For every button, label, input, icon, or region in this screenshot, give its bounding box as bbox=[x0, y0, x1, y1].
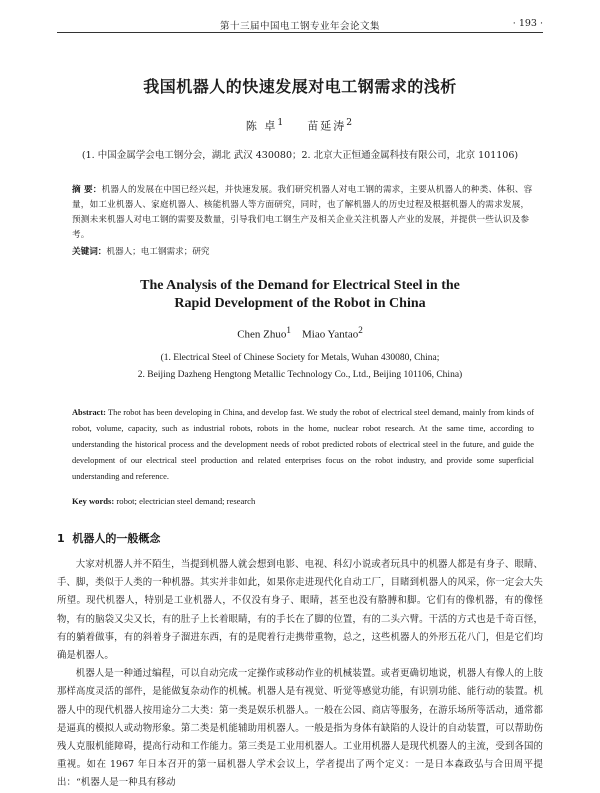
keywords-en-label: Key words: bbox=[72, 496, 115, 506]
keywords-cn-label: 关键词： bbox=[72, 247, 107, 257]
authors-cn bbox=[0, 117, 600, 134]
author-en-2: Miao Yantao bbox=[301, 328, 359, 341]
author-en-mark-1: 1 bbox=[286, 325, 291, 335]
authors-en bbox=[0, 325, 600, 341]
abstract-cn-text: 机器人的发展在中国已经兴起，并快速发展。我们研究机器人对电工钢的需求，主要从机器人的种类、体积、容量，如工业机器人、家庭机器人、核能机器人等方面研究，同时，也了解机器人的历史过程及根据机器人的需求发展，预测未来机器人对电工钢的需要及数量，引导我们电工钢生产及相关企业关注机器人产业的发展，并提供一些认识及参考。 bbox=[72, 185, 533, 240]
author-mark-1: 1 bbox=[277, 117, 286, 128]
section-title: 机器人的一般概念 bbox=[72, 532, 161, 545]
affiliations-en bbox=[0, 350, 600, 384]
section-heading-1 bbox=[57, 530, 160, 546]
paper-title-cn: 我国机器人的快速发展对电工钢需求的浅析 bbox=[143, 77, 457, 96]
author-en-1: Chen Zhuo bbox=[237, 328, 287, 341]
running-head-title: 第十三届中国电工钢专业年会论文集 bbox=[219, 21, 380, 32]
keywords-en-text: robot; electrician steel demand; research bbox=[116, 496, 256, 506]
paper-title-en bbox=[0, 277, 600, 313]
section-number: 1 bbox=[57, 532, 65, 545]
author-cn-2: 苗延涛 bbox=[307, 119, 347, 133]
keywords-cn-text: 机器人；电工钢需求；研究 bbox=[106, 247, 210, 257]
keywords-en bbox=[72, 496, 534, 506]
paper-title-en-line-1: The Analysis of the Demand for Electrical Steel in the bbox=[140, 278, 460, 293]
abstract-en bbox=[72, 405, 534, 485]
keywords-cn bbox=[72, 245, 534, 257]
body-paragraph-2: 机器人是一种通过编程，可以自动完成一定操作或移动作业的机械装置。或者更确切地说，机器人有像人的上肢那样高度灵活的部件，是能做复杂动作的机械。机器人是有视觉、听觉等感觉功能，有识别功能、能行动的装置。机器人中的现代机器人按用途分二大类：第一类是娱乐机器人。一般在公园、商店等服务，在游乐场所等活动，通常都是逼真的模拟人或动物形象。第二类是机能辅助用机器人。一般是指为身体有缺陷的人设计的自动装置，可以帮助伤残人克服机能障碍，提高行动和工作能力。第三类是工业用机器人。工业用机器人是现代机器人的主流，受到各国的重视。如在 1967 年日本召开的第一届机器人学术会议上，学者提出了两个定义：一是日本森政弘与合田周平提出：“机器人是一种具有移动 bbox=[57, 668, 543, 789]
affiliations-cn: (1. 中国金属学会电工钢分会，湖北 武汉 430080；2. 北京大正恒通金属科技有限公司，北京 101106) bbox=[81, 150, 519, 161]
abstract-en-label: Abstract: bbox=[72, 408, 106, 417]
page-number: · 193 · bbox=[512, 18, 543, 29]
body-text bbox=[57, 556, 543, 793]
author-mark-2: 2 bbox=[346, 117, 355, 128]
abstract-cn-label: 摘 要： bbox=[72, 185, 102, 195]
author-cn-1: 陈 卓 bbox=[245, 119, 278, 133]
body-paragraph-1: 大家对机器人并不陌生，当提到机器人就会想到电影、电视、科幻小说或者玩具中的机器人都是有身子、眼睛、手、脚，类似于人类的一种机器。其实并非如此，如果你走进现代化自动工厂，目睹到机器人的风采，你一定会大失所望。现代机器人，特别是工业机器人，不仅没有身子、眼睛，甚至也没有胳膊和脚。它们有的像机器，有的像怪物，有的脑袋又尖又长，有的肚子上长着眼睛，有的手长在了脚的位置，有的二头六臂。干活的方式也是千奇百怪，有的躺着做事，有的斜着身子溜进东西，有的是爬着行走携带重物，总之，这些机器人的外形五花八门，但是它们均确是机器人。 bbox=[57, 559, 543, 662]
affiliation-en-1: (1. Electrical Steel of Chinese Society for Metals, Wuhan 430080, China; bbox=[160, 353, 440, 363]
running-head bbox=[57, 18, 543, 33]
abstract-cn bbox=[72, 183, 534, 243]
paper-title-en-line-2: Rapid Development of the Robot in China bbox=[174, 296, 426, 311]
author-en-mark-2: 2 bbox=[358, 325, 363, 335]
abstract-en-text: The robot has been developing in China, and develop fast. We study the robot of electrical steel demand, mainly from kinds of robot, volume, capacity, such as industrial robots, robots in the home, nuclear robot research. At the same time, according to understanding the historical process and the development needs of robot predicted robots of electrical steel in the future, and guide the development of our electrical steel production and related enterprises focus on the robot industry, and provide some superficial understanding and reference. bbox=[72, 408, 535, 481]
affiliation-en-2: 2. Beijing Dazheng Hengtong Metallic Technology Co., Ltd., Beijing 101106, China) bbox=[137, 370, 463, 380]
